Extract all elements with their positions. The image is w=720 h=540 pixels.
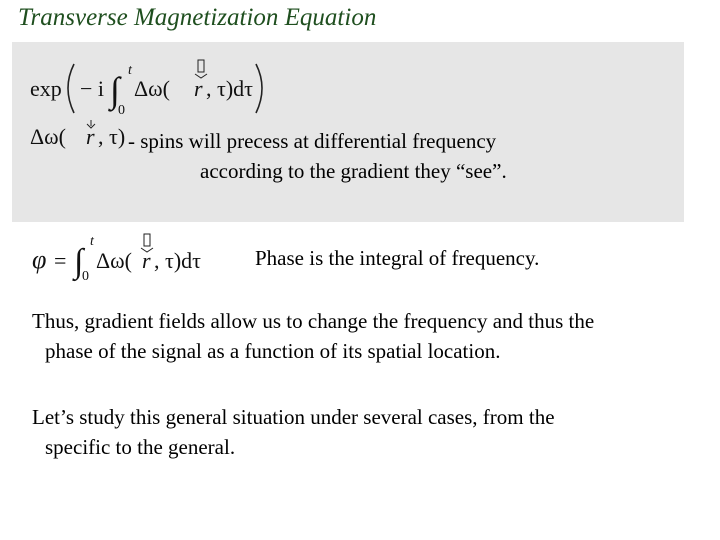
slide-title: Transverse Magnetization Equation [18, 4, 377, 31]
integrand-label: Δω( [134, 76, 170, 101]
integral-sign: ∫ [110, 70, 120, 110]
args-rest: , τ) [98, 124, 126, 149]
gradient-paragraph-line2: phase of the signal as a function of its spatial location. [45, 339, 501, 363]
spins-note-line2: according to the gradient they “see”. [200, 159, 507, 183]
spins-note [128, 126, 507, 186]
integrand-label: Δω( [96, 248, 132, 273]
phase-note: Phase is the integral of frequency. [255, 246, 540, 270]
vector-r: r [86, 124, 95, 149]
study-paragraph-line1: Let’s study this general situation under several cases, from the [32, 405, 555, 429]
vector-r: r [142, 248, 151, 273]
gradient-paragraph-line1: Thus, gradient fields allow us to change the frequency and thus the [32, 309, 595, 333]
study-paragraph-line2: specific to the general. [45, 435, 236, 459]
upper-limit: t [128, 63, 132, 78]
minus-i-label: − i [80, 76, 105, 101]
gradient-paragraph [32, 306, 702, 366]
upper-limit: t [90, 234, 94, 249]
phi-label: φ [32, 245, 47, 274]
spins-note-line1: - spins will precess at differential frequency [128, 129, 497, 153]
study-paragraph [32, 402, 702, 462]
lower-limit: 0 [82, 269, 89, 284]
integral-sign: ∫ [74, 243, 84, 280]
delta-omega-label: Δω( [30, 124, 66, 149]
args-rest: , τ)dτ [206, 76, 254, 101]
args-rest: , τ)dτ [154, 248, 202, 273]
exp-label: exp [30, 76, 62, 101]
delta-omega-equation [30, 118, 130, 150]
equals-label: = [54, 248, 67, 273]
transverse-exp-equation [30, 56, 260, 118]
lower-limit: 0 [118, 103, 125, 118]
phase-equation [30, 230, 220, 284]
vector-r: r [194, 76, 203, 101]
